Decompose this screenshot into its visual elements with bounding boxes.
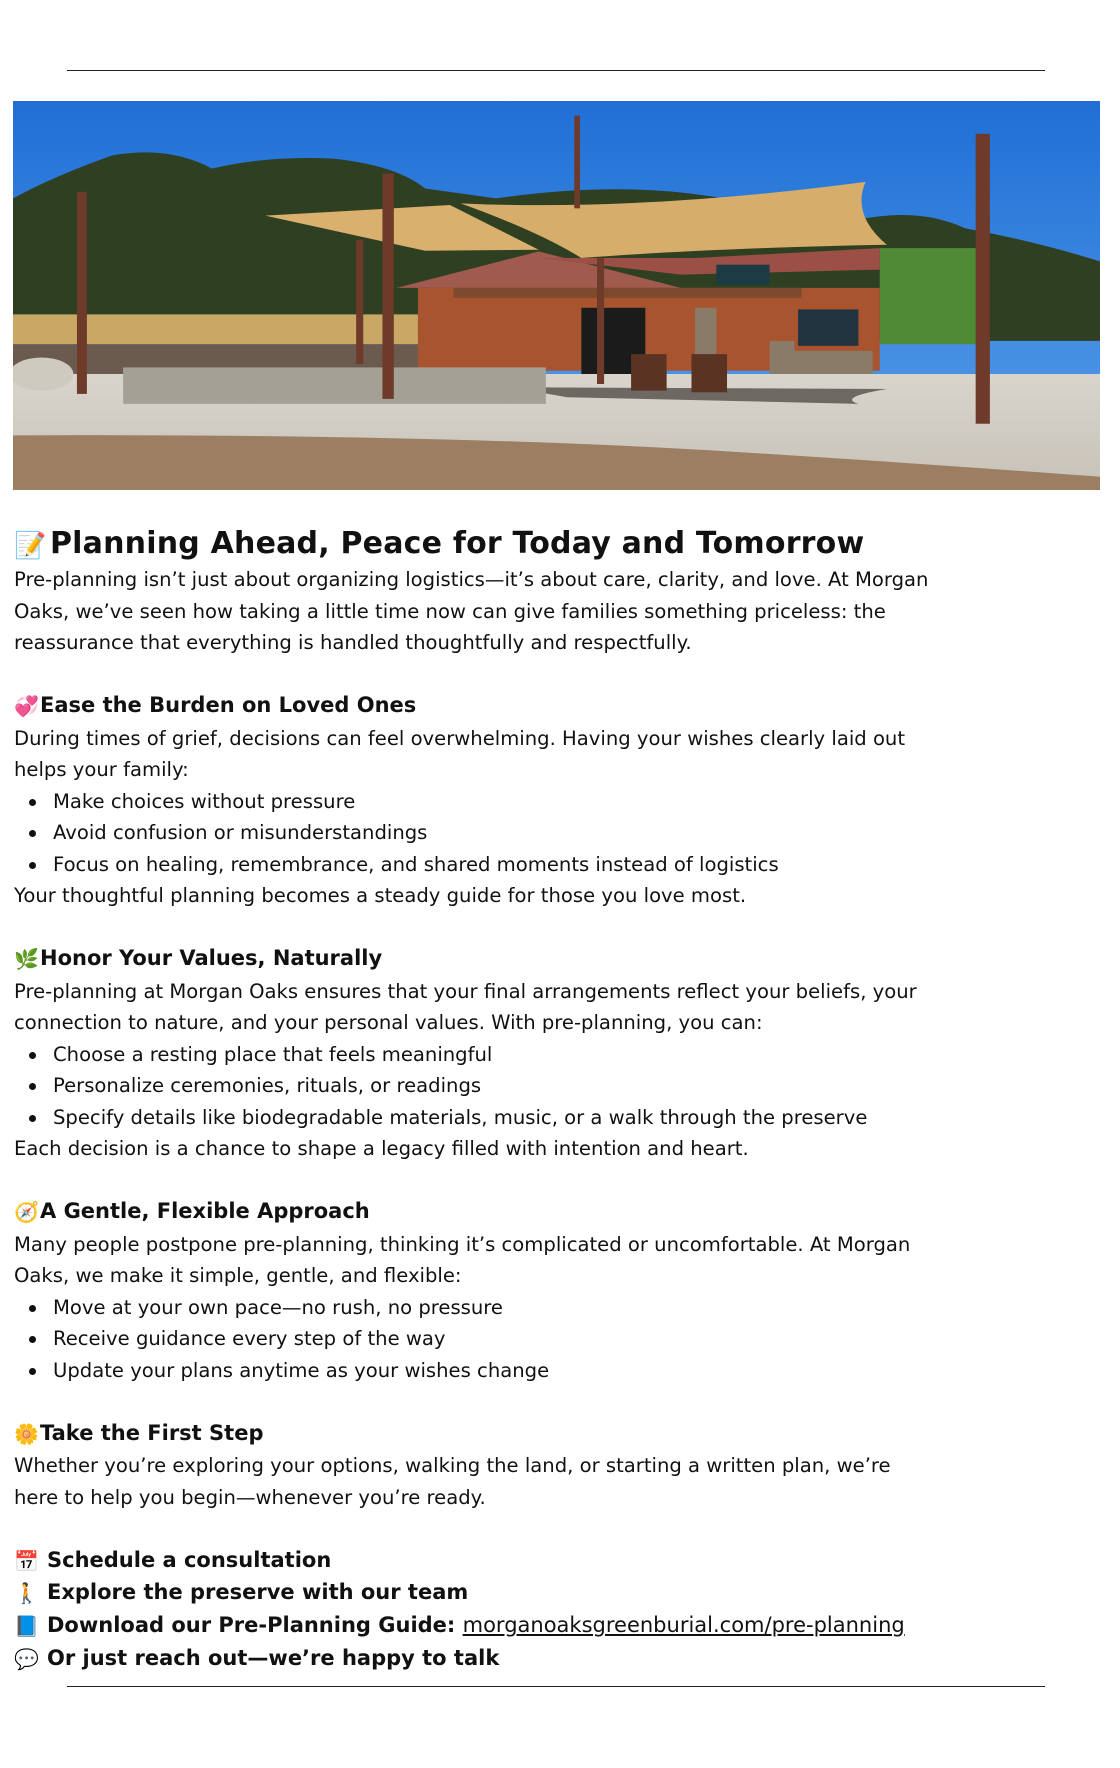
section-text-line: Pre-planning at Morgan Oaks ensures that your final arrangements reflect your beliefs, your xyxy=(14,979,917,1003)
section-text-line: Whether you’re exploring your options, walking the land, or starting a written plan, we’re xyxy=(14,1454,891,1477)
section-text-line: Oaks, we make it simple, gentle, and flexible: xyxy=(14,1264,462,1287)
section-text-line: connection to nature, and your personal values. With pre-planning, you can: xyxy=(14,1011,763,1034)
blue-book-icon: 📘 xyxy=(14,1614,39,1639)
list-item: Move at your own pace—no rush, no pressure xyxy=(14,1292,1114,1324)
person-walking-icon: 🚶 xyxy=(14,1581,39,1606)
list-item: Update your plans anytime as your wishes change xyxy=(14,1355,1114,1387)
section xyxy=(14,690,1114,943)
section-closing: Each decision is a chance to shape a legacy filled with intention and heart. xyxy=(14,1137,749,1160)
cta-item: 🚶 Explore the preserve with our team xyxy=(14,1577,1114,1610)
herb-icon: 🌿 xyxy=(14,947,39,971)
list-item: Focus on healing, remembrance, and shared moments instead of logistics xyxy=(14,849,1114,881)
intro-line: Pre-planning isn’t just about organizing logistics—it’s about care, clarity, and love. At Morgan xyxy=(14,568,929,591)
section-text-line: here to help you begin—whenever you’re ready. xyxy=(14,1485,486,1509)
section-text-line: During times of grief, decisions can feel overwhelming. Having your wishes clearly laid out xyxy=(14,726,906,750)
page-title: 📝 Planning Ahead, Peace for Today and Tomorrow xyxy=(14,524,1114,564)
intro-line: reassurance that everything is handled thoughtfully and respectfully. xyxy=(14,631,692,654)
cta-item: 📅 Schedule a consultation xyxy=(14,1545,1114,1578)
hero-photo-preserve-pavilion xyxy=(13,101,1100,490)
cta-item: 📘 Download our Pre-Planning Guide: morganoaksgreenburial.com/pre-planning xyxy=(14,1610,1114,1643)
section-heading: 💞Ease the Burden on Loved Ones xyxy=(14,690,1114,723)
call-to-action-list xyxy=(14,1545,1114,1676)
list-item: Make choices without pressure xyxy=(14,786,1114,818)
memo-pencil-icon: 📝 xyxy=(14,531,47,561)
section-text-line: Many people postpone pre-planning, thinking it’s complicated or uncomfortable. At Morgan xyxy=(14,1232,911,1256)
seedling-flower-icon: 🌼 xyxy=(14,1421,39,1446)
section xyxy=(14,1418,1114,1545)
calendar-icon: 📅 xyxy=(14,1548,39,1573)
section-closing: Your thoughtful planning becomes a steady guide for those you love most. xyxy=(14,884,747,907)
section-text-line: helps your family: xyxy=(14,758,189,781)
pre-planning-guide-link[interactable]: morganoaksgreenburial.com/pre-planning xyxy=(462,1613,905,1638)
section-heading: 🌼Take the First Step xyxy=(14,1418,1114,1451)
top-divider xyxy=(67,70,1045,71)
list-item: Avoid confusion or misunderstandings xyxy=(14,817,1114,849)
section xyxy=(14,943,1114,1196)
list-item: Specify details like biodegradable materials, music, or a walk through the preserve xyxy=(14,1102,1114,1134)
list-item: Personalize ceremonies, rituals, or readings xyxy=(14,1070,1114,1102)
speech-bubble-icon: 💬 xyxy=(14,1646,39,1671)
section-heading: 🧭A Gentle, Flexible Approach xyxy=(14,1196,1114,1229)
list-item: Receive guidance every step of the way xyxy=(14,1323,1114,1355)
section-heading: 🌿Honor Your Values, Naturally xyxy=(14,943,1114,976)
two-hearts-icon: 💞 xyxy=(14,694,39,718)
bottom-divider xyxy=(67,1686,1045,1687)
list-item: Choose a resting place that feels meaningful xyxy=(14,1039,1114,1071)
intro-line: Oaks, we’ve seen how taking a little time now can give families something priceless: the xyxy=(14,599,886,623)
cta-item: 💬 Or just reach out—we’re happy to talk xyxy=(14,1643,1114,1676)
compass-icon: 🧭 xyxy=(14,1200,39,1224)
section xyxy=(14,1196,1114,1418)
